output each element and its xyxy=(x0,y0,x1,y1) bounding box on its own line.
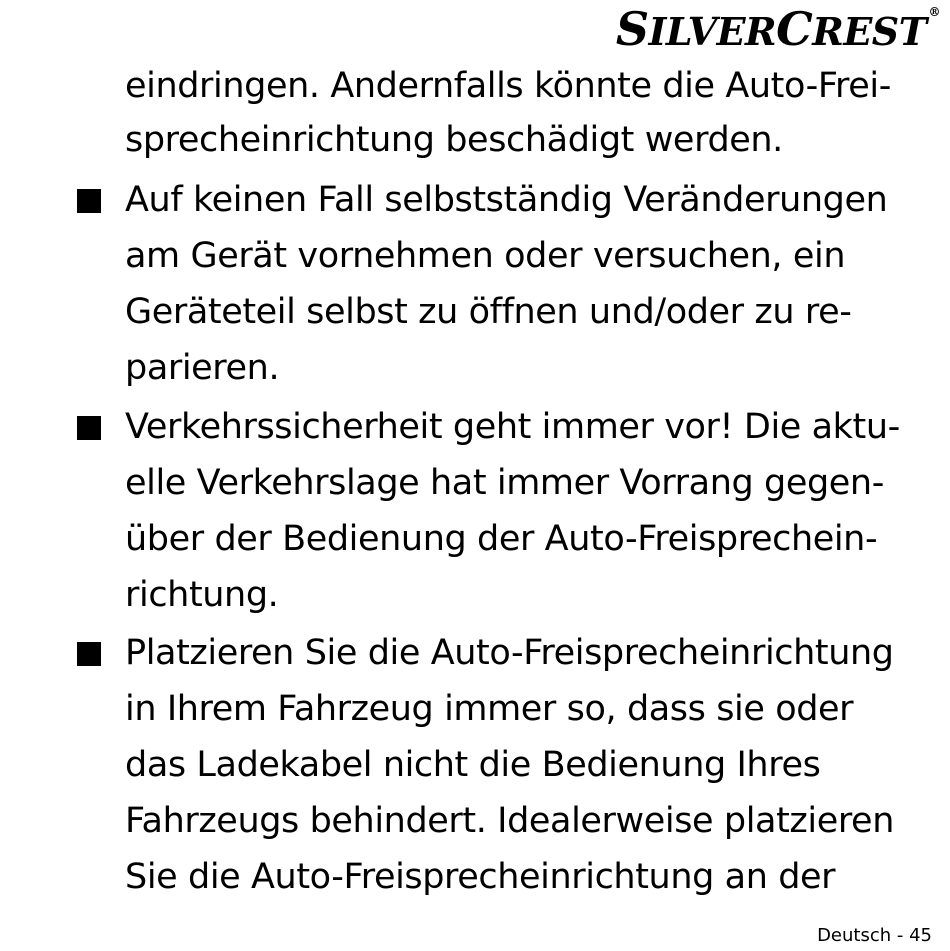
text-line: über der Bedienung der Auto-Freisprechein- xyxy=(125,519,878,559)
text-line: eindringen. Andernfalls könnte die Auto-Frei- xyxy=(125,66,891,106)
square-bullet-icon xyxy=(77,642,101,666)
square-bullet-icon xyxy=(77,416,101,440)
text-line: Fahrzeugs behindert. Idealerweise platzieren xyxy=(125,801,894,841)
text-line: das Ladekabel nicht die Bedienung Ihres xyxy=(125,745,821,785)
text-line: in Ihrem Fahrzeug immer so, dass sie oder xyxy=(125,689,854,729)
text-line: Verkehrssicherheit geht immer vor! Die aktu- xyxy=(125,407,900,447)
text-line: Sie die Auto-Freisprecheinrichtung an der xyxy=(125,857,836,897)
text-line: sprecheinrichtung beschädigt werden. xyxy=(125,120,783,160)
text-line: am Gerät vornehmen oder versuchen, ein xyxy=(125,236,846,276)
page-number: Deutsch - 45 xyxy=(817,925,932,946)
text-line: Auf keinen Fall selbstständig Veränderungen xyxy=(125,180,888,220)
text-line: Platzieren Sie die Auto-Freisprecheinrichtung xyxy=(125,633,894,673)
text-line: Geräteteil selbst zu öffnen und/oder zu re- xyxy=(125,292,852,332)
text-line: parieren. xyxy=(125,348,280,388)
brand-logo: SILVERCREST ® xyxy=(615,2,940,56)
square-bullet-icon xyxy=(77,189,101,213)
text-line: elle Verkehrslage hat immer Vorrang gegen- xyxy=(125,463,884,503)
text-line: richtung. xyxy=(125,575,279,615)
